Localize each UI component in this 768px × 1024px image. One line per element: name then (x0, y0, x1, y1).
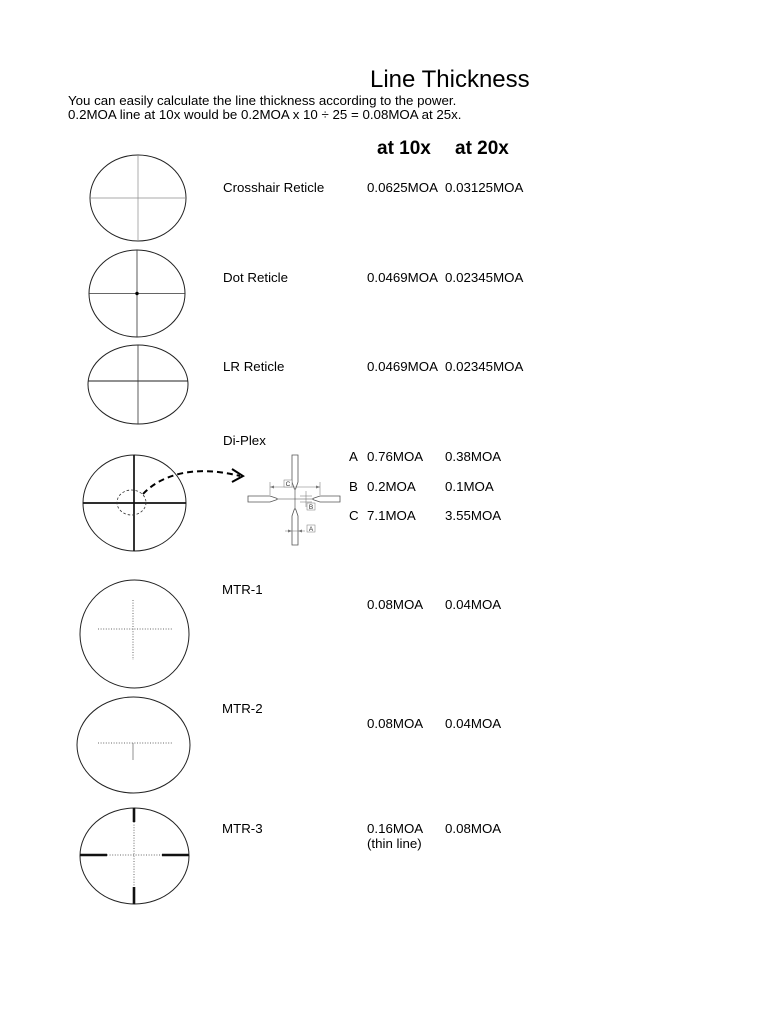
page-title: Line Thickness (370, 66, 530, 93)
reticle-name-mtr1: MTR-1 (222, 582, 263, 597)
scope-circle (77, 697, 190, 793)
value-20x-lr: 0.02345MOA (445, 359, 524, 374)
intro-line-1: You can easily calculate the line thickness according to the power. (68, 93, 457, 108)
value-10x-lr: 0.0469MOA (367, 359, 438, 374)
diplex-reticle-diagram (83, 455, 243, 551)
value-10x-dot: 0.0469MOA (367, 270, 438, 285)
value-10x-crosshair: 0.0625MOA (367, 180, 438, 195)
dimension-arrow-icon (298, 530, 302, 533)
value-10x-diplex-a: 0.76MOA (367, 449, 424, 464)
reticle-name-mtr2: MTR-2 (222, 701, 263, 716)
value-20x-diplex-a: 0.38MOA (445, 449, 502, 464)
diplex-part-label-b: B (349, 479, 358, 494)
dimension-arrow-icon (270, 486, 274, 489)
column-header-10x: at 10x (377, 138, 431, 159)
diplex-part-label-a: A (349, 449, 358, 464)
mtr1-reticle-diagram (80, 580, 189, 688)
reticle-name-dot: Dot Reticle (223, 270, 289, 285)
scope-circle (80, 580, 189, 688)
lr-reticle-diagram (88, 345, 188, 424)
reticle-name-diplex: Di-Plex (223, 433, 266, 448)
value-20x-mtr3: 0.08MOA (445, 821, 502, 836)
dimension-label-c: C (285, 480, 291, 488)
value-10x-diplex-b: 0.2MOA (367, 479, 416, 494)
value-20x-mtr1: 0.04MOA (445, 597, 502, 612)
value-20x-mtr2: 0.04MOA (445, 716, 502, 731)
value-20x-dot: 0.02345MOA (445, 270, 524, 285)
intro-line-2: 0.2MOA line at 10x would be 0.2MOA x 10 ÷ 25 = 0.08MOA at 25x. (68, 107, 462, 122)
top-post (292, 455, 298, 489)
column-header-20x: at 20x (455, 138, 509, 159)
center-dot (135, 292, 138, 295)
value-10x-mtr1: 0.08MOA (367, 597, 424, 612)
dot-reticle-diagram (89, 250, 185, 337)
dimension-label-a: A (308, 525, 314, 533)
left-post (248, 496, 277, 502)
value-20x-diplex-b: 0.1MOA (445, 479, 494, 494)
reticle-name-crosshair: Crosshair Reticle (223, 180, 325, 195)
mtr2-reticle-diagram (77, 697, 190, 793)
value-20x-crosshair: 0.03125MOA (445, 180, 524, 195)
mtr3-note: (thin line) (367, 836, 422, 851)
value-10x-mtr3: 0.16MOA (367, 821, 424, 836)
value-10x-mtr2: 0.08MOA (367, 716, 424, 731)
reticle-name-lr: LR Reticle (223, 359, 285, 374)
value-10x-diplex-c: 7.1MOA (367, 508, 416, 523)
diplex-part-label-c: C (349, 508, 359, 523)
reticle-name-mtr3: MTR-3 (222, 821, 263, 836)
dimension-arrow-icon (316, 486, 320, 489)
crosshair-reticle-diagram (90, 155, 186, 241)
dimension-label-b: B (308, 503, 314, 511)
mtr3-reticle-diagram (80, 808, 189, 904)
right-post (313, 496, 340, 502)
dimension-arrow-icon (288, 530, 292, 533)
zoom-arrow (143, 471, 240, 494)
diplex-detail-diagram (248, 455, 340, 545)
bottom-post (292, 509, 298, 545)
value-20x-diplex-c: 3.55MOA (445, 508, 502, 523)
